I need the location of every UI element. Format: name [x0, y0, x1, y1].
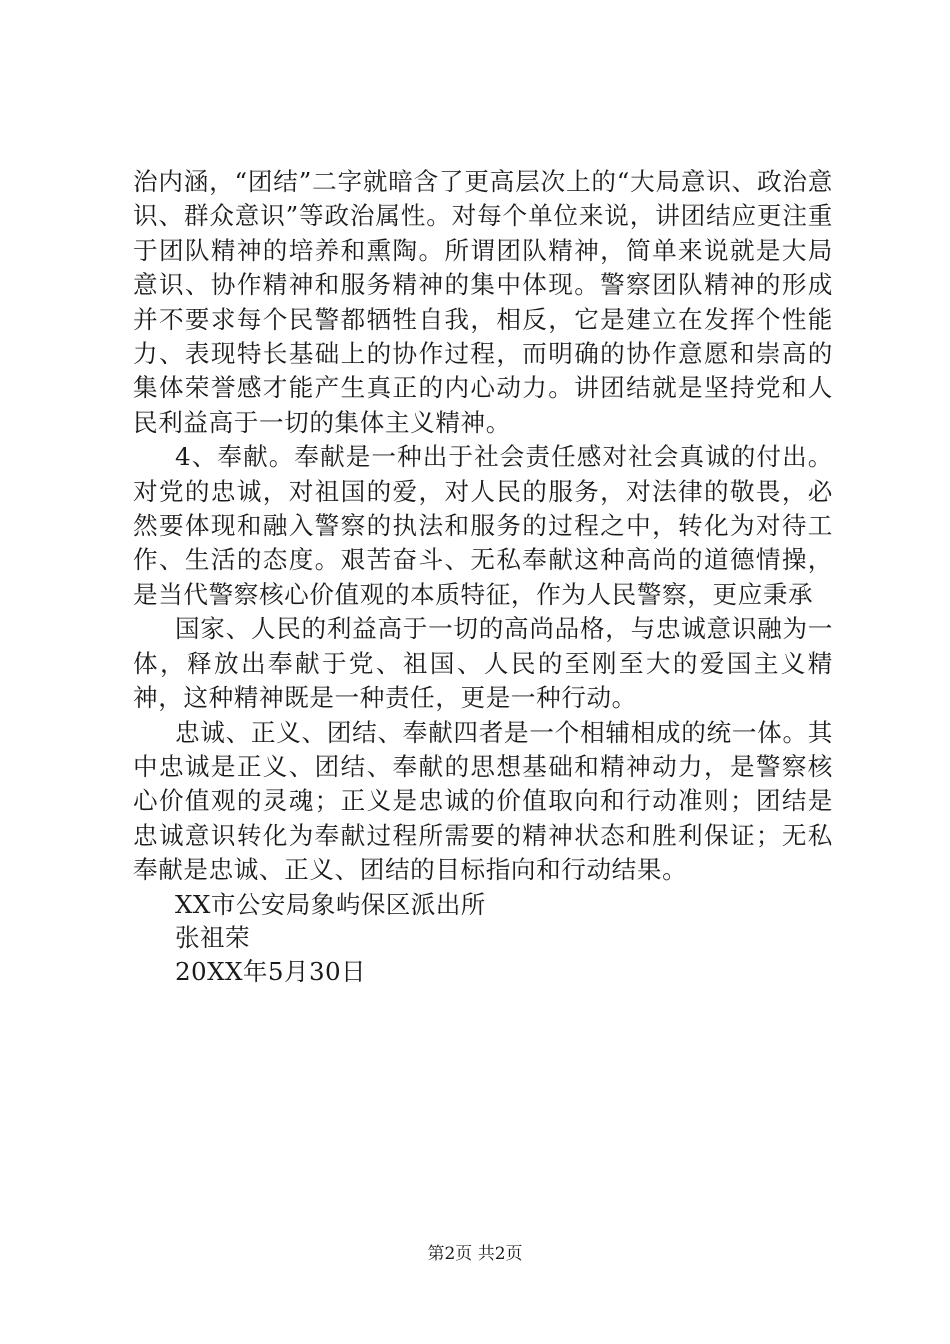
signature-organization: XX市公安局象屿保区派出所 — [175, 889, 486, 919]
signature-date: 20XX年5月30日 — [175, 956, 367, 986]
paragraph-1: 治内涵，“团结”二字就暗含了更高层次上的“大局意识、政治意识、群众意识”等政治属性。对每个单位来说，讲团结应更注重于团队精神的培养和熏陶。所谓团队精神，简单来说就是大局意识、协作精神和服务精神的集中体现。警察团队精神的形成并不要求每个民警都牺牲自我，相反，它是建立在发挥个性能力、表现特长基础上的协作过程，而明确的协作意愿和崇高的集体荣誉感才能产生真正的内心动力。讲团结就是坚持党和人民利益高于一切的集体主义精神。 — [133, 167, 833, 437]
signature-name: 张祖荣 — [175, 923, 250, 953]
paragraph-4: 忠诚、正义、团结、奉献四者是一个相辅相成的统一体。其中忠诚是正义、团结、奉献的思想基础和精神动力，是警察核心价值观的灵魂；正义是忠诚的价值取向和行动准则；团结是忠诚意识转化为奉献过程所需要的精神状态和胜利保证；无私奉献是忠诚、正义、团结的目标指向和行动结果。 — [133, 717, 833, 885]
document-body — [133, 165, 833, 988]
page-footer — [0, 1243, 950, 1265]
paragraph-3: 国家、人民的利益高于一切的高尚品格，与忠诚意识融为一体，释放出奉献于党、祖国、人民的至刚至大的爱国主义精神，这种精神既是一种责任，更是一种行动。 — [133, 614, 833, 713]
paragraph-2: 4、奉献。奉献是一种出于社会责任感对社会真诚的付出。对党的忠诚，对祖国的爱，对人民的服务，对法律的敬畏，必然要体现和融入警察的执法和服务的过程之中，转化为对待工作、生活的态度。艰苦奋斗、无私奉献这种高尚的道德情操，是当代警察核心价值观的本质特征，作为人民警察，更应秉承 — [133, 442, 833, 609]
page-number: 第2页 共2页 — [427, 1244, 523, 1264]
signature-block — [133, 888, 833, 989]
